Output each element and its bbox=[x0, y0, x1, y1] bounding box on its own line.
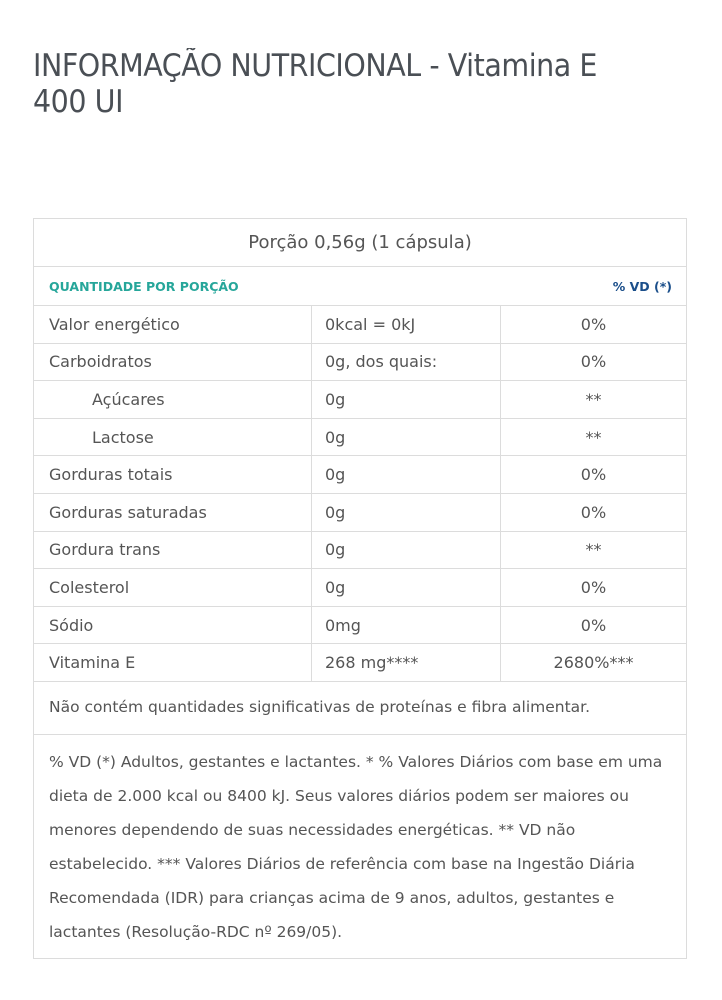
table-row bbox=[34, 494, 686, 532]
nutrient-amount: 268 mg**** bbox=[312, 644, 501, 681]
nutrient-amount: 0mg bbox=[312, 607, 501, 644]
nutrient-vd: ** bbox=[585, 540, 602, 560]
nutrient-amount: 0g bbox=[312, 569, 501, 606]
nutrient-name: Colesterol bbox=[34, 569, 312, 606]
nutrient-vd: ** bbox=[585, 427, 602, 447]
table-row bbox=[34, 419, 686, 457]
header-vd-label: % VD (*) bbox=[612, 278, 672, 294]
nutrient-amount: 0g bbox=[312, 381, 501, 418]
table-row bbox=[34, 306, 686, 344]
nutrient-vd: 0% bbox=[580, 314, 607, 334]
nutrient-name: Vitamina E bbox=[34, 644, 312, 681]
nutrient-amount: 0g bbox=[312, 494, 501, 531]
nutrient-amount: 0g bbox=[312, 532, 501, 569]
nutrient-vd: 0% bbox=[580, 577, 607, 597]
nutrient-vd: 2680%*** bbox=[553, 653, 634, 673]
nutrient-name: Gorduras totais bbox=[34, 456, 312, 493]
header-quantity-label: QUANTIDADE POR PORÇÃO bbox=[49, 278, 239, 294]
nutrient-name: Lactose bbox=[34, 419, 312, 456]
page-title: INFORMAÇÃO NUTRICIONAL - Vitamina E 400 UI bbox=[33, 48, 597, 120]
table-header bbox=[34, 267, 686, 306]
nutrient-name: Valor energético bbox=[34, 306, 312, 343]
nutrient-name: Sódio bbox=[34, 607, 312, 644]
nutrient-vd: ** bbox=[585, 389, 602, 409]
nutrient-name: Carboidratos bbox=[34, 344, 312, 381]
table-row bbox=[34, 607, 686, 645]
portion-size: Porção 0,56g (1 cápsula) bbox=[34, 219, 686, 267]
nutrient-vd: 0% bbox=[580, 465, 607, 485]
nutrient-name: Açúcares bbox=[34, 381, 312, 418]
nutrient-vd: 0% bbox=[580, 615, 607, 635]
nutrient-amount: 0g bbox=[312, 456, 501, 493]
nutrition-footnote: % VD (*) Adultos, gestantes e lactantes. * % Valores Diários com base em uma dieta de 2.000 kcal ou 8400 kJ. Seus valores diários podem ser maiores ou menores dependendo de suas necessidades energéticas. ** VD não estabelecido. *** Valores Diários de referência com base na Ingestão Diária Recomendada (IDR) para crianças acima de 9 anos, adultos, gestantes e lactantes (Resolução-RDC nº 269/05). bbox=[49, 752, 663, 941]
nutrition-table bbox=[33, 218, 687, 959]
nutrient-name: Gordura trans bbox=[34, 532, 312, 569]
table-row bbox=[34, 381, 686, 419]
nutrient-amount: 0g bbox=[312, 419, 501, 456]
table-row bbox=[34, 569, 686, 607]
nutrient-vd: 0% bbox=[580, 502, 607, 522]
nutrition-note: Não contém quantidades significativas de proteínas e fibra alimentar. bbox=[34, 682, 686, 735]
nutrient-amount: 0g, dos quais: bbox=[312, 344, 501, 381]
nutrient-amount: 0kcal = 0kJ bbox=[312, 306, 501, 343]
table-row bbox=[34, 532, 686, 570]
table-row bbox=[34, 644, 686, 682]
table-row bbox=[34, 344, 686, 382]
nutrient-vd: 0% bbox=[580, 352, 607, 372]
nutrient-name: Gorduras saturadas bbox=[34, 494, 312, 531]
table-row bbox=[34, 456, 686, 494]
